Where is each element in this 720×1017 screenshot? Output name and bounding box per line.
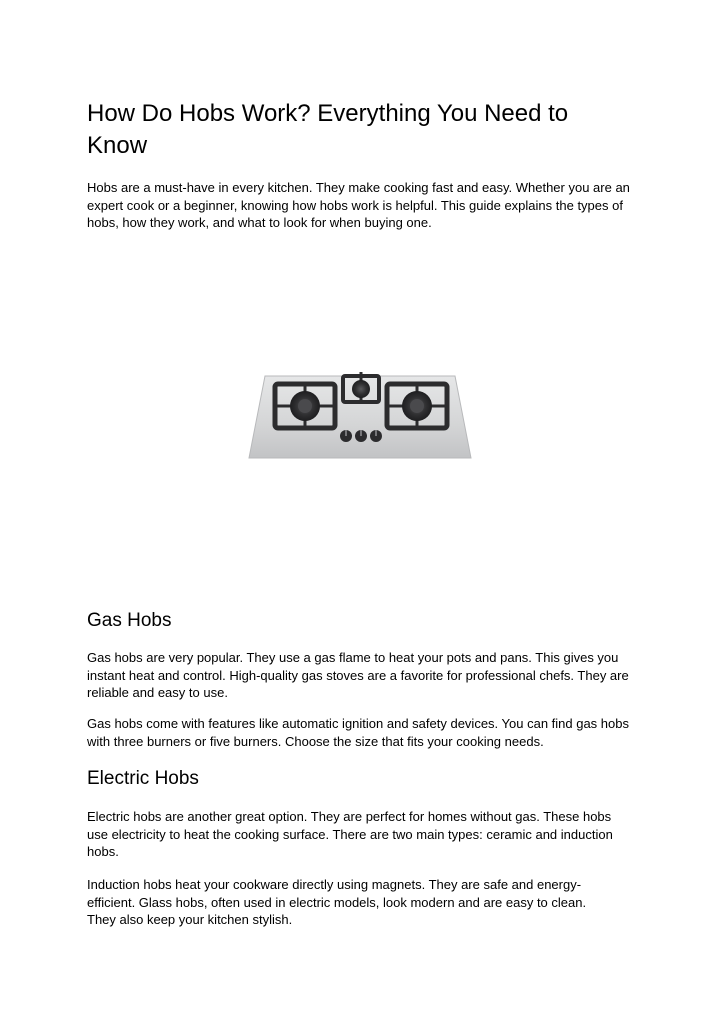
- gas-hobs-paragraph-1: Gas hobs are very popular. They use a gas flame to heat your pots and pans. This gives you instant heat and control. High-quality gas stoves are a favorite for professional chefs. They are reliable and easy to use.: [87, 650, 629, 700]
- gas-hobs-paragraph-2: Gas hobs come with features like automatic ignition and safety devices. You can find gas hobs with three burners or five burners. Choose the size that fits your cooking needs.: [87, 716, 629, 749]
- intro-paragraph: Hobs are a must-have in every kitchen. They make cooking fast and easy. Whether you are an expert cook or a beginner, knowing how hobs work is helpful. This guide explains the types of hobs, how they work, and what to look for when buying one.: [87, 180, 630, 230]
- electric-hobs-paragraph-1: Electric hobs are another great option. They are perfect for homes without gas. These hobs use electricity to heat the cooking surface. There are two main types: ceramic and induction hobs.: [87, 809, 613, 859]
- section-heading-electric-hobs: Electric Hobs: [87, 768, 199, 789]
- section-heading-gas-hobs: Gas Hobs: [87, 610, 172, 631]
- gas-hob-illustration: [245, 366, 475, 464]
- page-title: How Do Hobs Work? Everything You Need to Know: [87, 100, 569, 159]
- control-knobs: [340, 430, 382, 442]
- gas-hob-image: [245, 366, 475, 464]
- electric-hobs-paragraph-2: Induction hobs heat your cookware directly using magnets. They are safe and energy-efficient. Glass hobs, often used in electric models, look modern and are easy to clean. They also keep your kitchen stylish.: [87, 877, 587, 927]
